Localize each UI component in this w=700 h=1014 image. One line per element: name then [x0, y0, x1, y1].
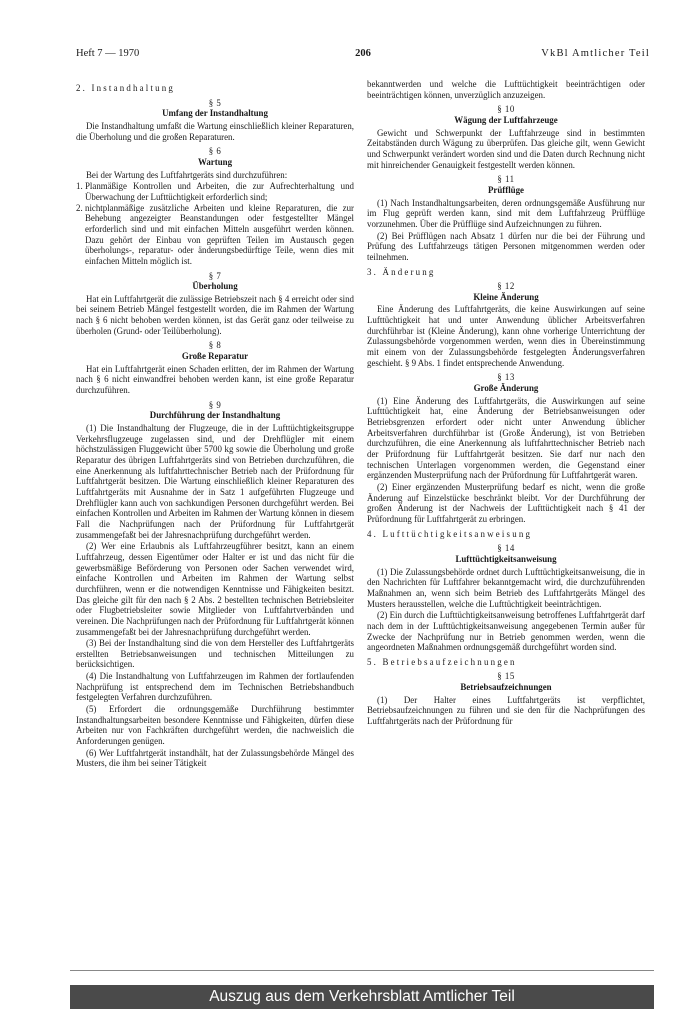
- list-item-text: nichtplanmäßige zusätzliche Arbeiten und kleine Reparaturen, die zur Behebung angezeigter Beanstandungen oder festgestellter Mängel erforderlich sind und mit einfachen Mitteln ausgeführt werden können. Dazu gehört der Einbau von geprüften Teilen im Austausch gegen überholungs-, reparatur- oder änderungsbedürftige Teile, wenn dies mit einfachen Mitteln möglich ist.: [85, 202, 354, 266]
- paragraph: (1) Eine Änderung des Luftfahrtgeräts, die Auswirkungen auf seine Lufttüchtigkeit hat, eine Änderung der Betriebsanweisungen oder Betriebsgrenzen erfordert oder nicht unter Anwendung üblicher Arbeitsverfahren durchführbar ist (Große Änderung), ist von Betrieben durchzuführen, die eine Anerkennung als luftfahrttechnischer Betrieb nach der Prüfordnung für Luftfahrtgerät besitzen. Sie darf nur nach den technischen Unterlagen vorgenommen werden, die Gegenstand einer ergänzenden Musterprüfung nach der Prüfordnung für Luftfahrtgerät waren.: [367, 395, 645, 481]
- section-title: Prüfflüge: [488, 184, 524, 195]
- left-column: [76, 79, 354, 770]
- section-number: § 7: [208, 270, 222, 281]
- part-heading: 4. Lufttüchtigkeitsanweisung: [367, 528, 533, 539]
- paragraph: (4) Die Instandhaltung von Luftfahrzeugen im Rahmen der fortlaufenden Nachprüfung ist entsprechend dem im Technischen Betriebshandbuch festgelegten Verfahren durchzuführen.: [76, 671, 354, 703]
- list-item: [76, 203, 354, 267]
- footer-banner: Auszug aus dem Verkehrsblatt Amtlicher Teil: [70, 985, 654, 1009]
- section-number: § 10: [497, 104, 515, 115]
- part-heading: 5. Betriebsaufzeichnungen: [367, 656, 517, 667]
- section-number: § 15: [497, 671, 515, 682]
- section-number: § 14: [497, 543, 515, 554]
- section-title: Große Änderung: [473, 383, 539, 394]
- paragraph: (2) Einer ergänzenden Musterprüfung bedarf es nicht, wenn die große Änderung auf Einzelstücke beschränkt bleibt. Vor der Durchführung der großen Änderung ist der Nachweis der Lufttüchtigkeit nach § 41 der Prüfordnung für Luftfahrtgerät zu erbringen.: [367, 481, 645, 524]
- paragraph: (1) Nach Instandhaltungsarbeiten, deren ordnungsgemäße Ausführung nur im Flug geprüft werden kann, sind mit dem Luftfahrzeug Prüfflüge vorzunehmen. Über die Prüfflüge sind Aufzeichnungen zu führen.: [367, 197, 645, 229]
- section-number: § 8: [208, 340, 222, 351]
- paragraph: (3) Bei der Instandhaltung sind die von dem Hersteller des Luftfahrtgeräts erstellten Betriebsanweisungen und technischen Mitteilungen zu berücksichtigen.: [76, 638, 354, 670]
- paragraph: (1) Die Zulassungsbehörde ordnet durch Lufttüchtigkeitsanweisung, die in den Nachrichten für Luftfahrer bekanntgemacht wird, die durchzuführenden Maßnahmen an, wenn sich beim Betrieb des Luftfahrtgeräts Mängel des Musters herausstellen, welche die Lufttüchtigkeit beeinträchtigen.: [367, 566, 645, 609]
- paragraph: (1) Die Instandhaltung der Flugzeuge, die in der Lufttüchtigkeitsgruppe Verkehrsflugzeuge zugelassen sind, und der Drehflügler mit einem höchstzulässigen Fluggewicht über 5700 kg sowie die Überholung und große Reparatur des übrigen Luftfahrtgeräts sind von Betrieben durchzuführen, die eine Anerkennung als luftfahrttechnischer Betrieb nach der Prüfordnung für Luftfahrtgerät besitzen. Die Wartung einschließlich kleiner Reparaturen des Luftfahrtgeräts mit Ausnahme der in Satz 1 aufgeführten Flugzeuge und Drehflügler kann auch von sachkundigen Personen durchgeführt werden. Bei einfachen Kontrollen und Arbeiten im Rahmen der Wartung können in diesem Fall die Nachprüfungen nach der Prüfordnung für Luftfahrtgerät zusammengefaßt bei der Jahresnachprüfung durchgeführt werden.: [76, 423, 354, 540]
- section-number: § 5: [208, 97, 222, 108]
- list-item: [76, 181, 354, 202]
- paragraph: Die Instandhaltung umfaßt die Wartung einschließlich kleiner Reparaturen, die Überholung und die großen Reparaturen.: [76, 120, 354, 142]
- publication-label: VkBl Amtlicher Teil: [541, 48, 650, 59]
- section-title: Überholung: [192, 281, 238, 292]
- issue-label: Heft 7 — 1970: [76, 48, 140, 59]
- page-number: 206: [355, 48, 371, 59]
- section-title: Große Reparatur: [181, 351, 249, 362]
- section-number: § 6: [208, 146, 222, 157]
- section-title: Kleine Änderung: [473, 291, 539, 302]
- paragraph: (5) Erfordert die ordnungsgemäße Durchführung bestimmter Instandhaltungsarbeiten besondere Kenntnisse und Fähigkeiten, dürfen diese Arbeiten nur von Fachkräften durchgeführt werden, die nachweislich die Anforderungen genügen.: [76, 704, 354, 747]
- paragraph: Hat ein Luftfahrtgerät einen Schaden erlitten, der im Rahmen der Wartung nach § 6 nicht einwandfrei behoben werden kann, ist eine große Reparatur durchzuführen.: [76, 363, 354, 396]
- numbered-list: [76, 181, 354, 266]
- page-header: [76, 48, 650, 62]
- part-heading: 2. Instandhaltung: [76, 83, 176, 93]
- paragraph: (2) Ein durch die Lufttüchtigkeitsanweisung betroffenes Luftfahrtgerät darf nach dem in der Lufttüchtigkeitsanweisung angegebenen Termin außer für Zwecke der Nachprüfung nur in Betrieb genommen werden, wenn die angeordneten Maßnahmen ordnungsgemäß durchgeführt worden sind.: [367, 610, 645, 653]
- paragraph: Hat ein Luftfahrtgerät die zulässige Betriebszeit nach § 4 erreicht oder sind bei seinem Betrieb Mängel festgestellt worden, die im Rahmen der Wartung nach § 6 nicht behoben werden können, ist das Gerät ganz oder teilweise zu überholen (Grund- oder Teilüberholung).: [76, 293, 354, 336]
- right-column: [367, 79, 645, 728]
- section-number: § 11: [497, 174, 515, 185]
- section-title: Durchführung der Instandhaltung: [149, 410, 281, 421]
- paragraph: (2) Wer eine Erlaubnis als Luftfahrzeugführer besitzt, kann an einem Luftfahrzeug, dessen Eigentümer oder Halter er ist und das nicht für die gewerbsmäßige Beförderung von Personen oder Sachen verwendet wird, einfache Kontrollen und Arbeiten im Rahmen der Wartung selbst durchführen, wenn er die notwendigen Kenntnisse und Fähigkeiten besitzt. Das gleiche gilt für den nach § 2 Abs. 2 bestellten technischen Betriebsleiter oder Flugbetriebsleiter sowie Mitglieder von Luftfahrtverbänden und vereinen. Die Nachprüfungen nach der Prüfordnung für Luftfahrtgerät können zusammengefaßt bei der Jahresnachprüfung durchgeführt werden.: [76, 541, 354, 637]
- footer-divider: [70, 970, 654, 971]
- paragraph: (6) Wer Luftfahrtgerät instandhält, hat der Zulassungsbehörde Mängel des Musters, die ihm bei seiner Tätigkeit: [76, 747, 354, 769]
- list-item-number: 2.: [76, 202, 83, 213]
- section-title: Betriebsaufzeichnungen: [460, 682, 552, 693]
- list-item-text: Planmäßige Kontrollen und Arbeiten, die zur Aufrechterhaltung und Überwachung der Lufttüchtigkeit erforderlich sind;: [85, 181, 354, 202]
- section-title: Umfang der Instandhaltung: [162, 108, 268, 119]
- paragraph: (2) Bei Prüfflügen nach Absatz 1 dürfen nur die bei der Führung und Prüfung des Luftfahrzeugs tätigen Personen mitgenommen werden oder teilnehmen.: [367, 230, 645, 262]
- section-title: Wägung der Luftfahrzeuge: [454, 114, 558, 125]
- section-number: § 13: [497, 372, 515, 383]
- paragraph: (1) Der Halter eines Luftfahrtgeräts ist verpflichtet, Betriebsaufzeichnungen zu führen und sie den für die Nachprüfungen des Luftfahrtgeräts nach der Prüfordnung für: [367, 694, 645, 727]
- list-item-number: 1.: [76, 181, 83, 192]
- paragraph: Bei der Wartung des Luftfahrtgeräts sind durchzuführen:: [86, 169, 288, 180]
- paragraph: Gewicht und Schwerpunkt der Luftfahrzeuge sind in bestimmten Zeitabständen durch Wägung zu überprüfen. Das gleiche gilt, wenn Gewicht und Schwerpunkt verändert worden sind und die Daten durch Rechnung nicht mit hinreichender Genauigkeit festgestellt werden können.: [367, 127, 645, 170]
- part-heading: 3. Änderung: [367, 266, 436, 277]
- section-title: Wartung: [197, 156, 233, 167]
- section-number: § 9: [208, 399, 222, 410]
- paragraph-continuation: bekanntwerden und welche die Lufttüchtigkeit beeinträchtigen oder beeinträchtigen können, unverzüglich anzuzeigen.: [367, 79, 645, 100]
- section-number: § 12: [497, 281, 515, 292]
- section-title: Lufttüchtigkeitsanweisung: [455, 553, 557, 564]
- paragraph: Eine Änderung des Luftfahrtgeräts, die keine Auswirkungen auf seine Lufttüchtigkeit hat und unter Anwendung üblicher Arbeitsverfahren durchführbar ist (Kleine Änderung), kann ohne vorherige Unterrichtung der Zulassungsbehörde vorgenommen werden, wenn dies in Übereinstimmung mit einem von der Zulassungsbehörde festgelegten Änderungsverfahren geschieht. § 9 Abs. 1 findet entsprechende Anwendung.: [367, 304, 645, 368]
